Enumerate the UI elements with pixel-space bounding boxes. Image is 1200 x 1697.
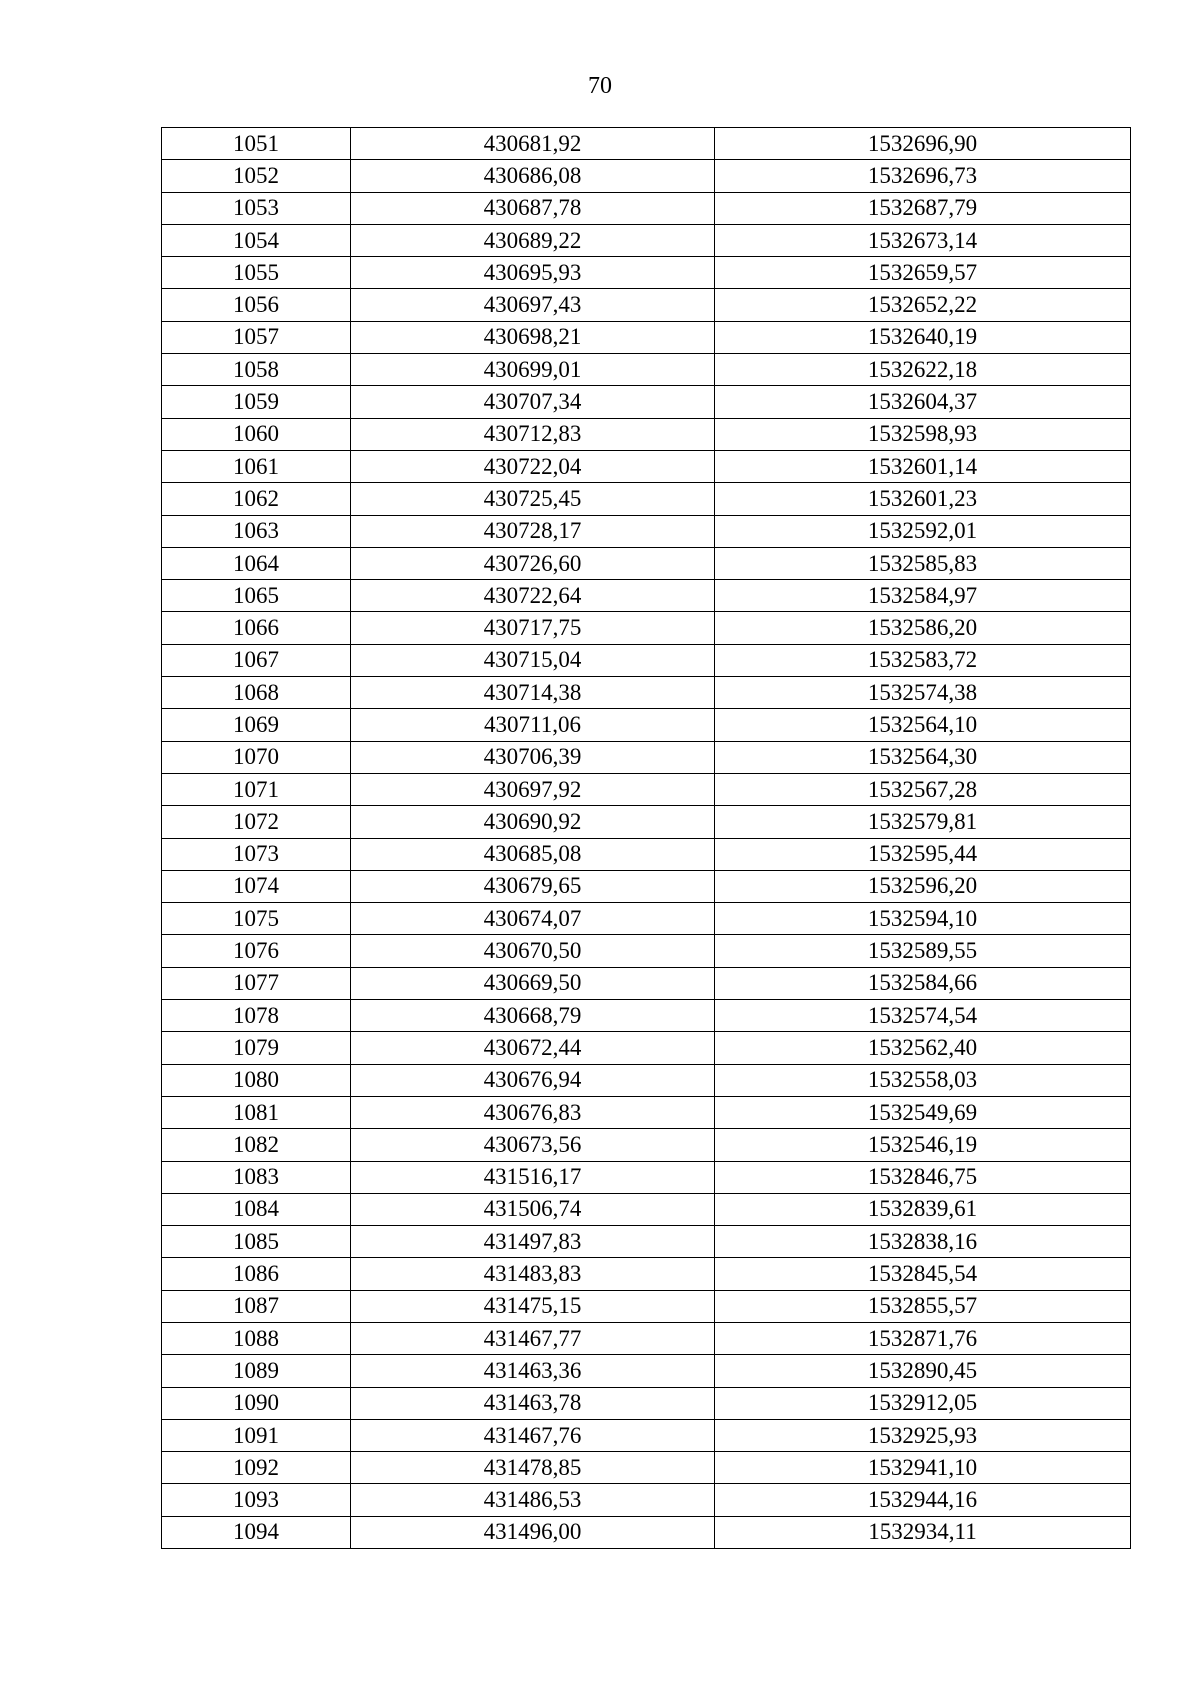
x-coordinate-cell: 431478,85 <box>351 1452 715 1484</box>
point-number-cell: 1069 <box>162 709 351 741</box>
point-number-cell: 1058 <box>162 354 351 386</box>
x-coordinate-cell: 430707,34 <box>351 386 715 418</box>
table-row <box>162 1355 1131 1387</box>
point-number-cell: 1089 <box>162 1355 351 1387</box>
y-coordinate-cell: 1532594,10 <box>715 903 1131 935</box>
x-coordinate-cell: 430725,45 <box>351 483 715 515</box>
point-number-cell: 1085 <box>162 1226 351 1258</box>
x-coordinate-cell: 430697,92 <box>351 773 715 805</box>
point-number-cell: 1071 <box>162 773 351 805</box>
y-coordinate-cell: 1532579,81 <box>715 806 1131 838</box>
point-number-cell: 1074 <box>162 870 351 902</box>
x-coordinate-cell: 430695,93 <box>351 257 715 289</box>
point-number-cell: 1051 <box>162 128 351 160</box>
table-row <box>162 741 1131 773</box>
table-row <box>162 967 1131 999</box>
x-coordinate-cell: 430673,56 <box>351 1129 715 1161</box>
x-coordinate-cell: 430686,08 <box>351 160 715 192</box>
table-row <box>162 450 1131 482</box>
table-row <box>162 903 1131 935</box>
point-number-cell: 1076 <box>162 935 351 967</box>
x-coordinate-cell: 430715,04 <box>351 644 715 676</box>
table-row <box>162 773 1131 805</box>
x-coordinate-cell: 430676,94 <box>351 1064 715 1096</box>
y-coordinate-cell: 1532687,79 <box>715 192 1131 224</box>
table-row <box>162 1064 1131 1096</box>
x-coordinate-cell: 431467,77 <box>351 1322 715 1354</box>
point-number-cell: 1091 <box>162 1419 351 1451</box>
point-number-cell: 1062 <box>162 483 351 515</box>
y-coordinate-cell: 1532586,20 <box>715 612 1131 644</box>
point-number-cell: 1063 <box>162 515 351 547</box>
y-coordinate-cell: 1532839,61 <box>715 1193 1131 1225</box>
x-coordinate-cell: 431463,78 <box>351 1387 715 1419</box>
table-row <box>162 1161 1131 1193</box>
table-row <box>162 192 1131 224</box>
point-number-cell: 1054 <box>162 224 351 256</box>
table-row <box>162 289 1131 321</box>
coordinates-table-body <box>162 128 1131 1549</box>
table-row <box>162 677 1131 709</box>
y-coordinate-cell: 1532567,28 <box>715 773 1131 805</box>
table-row <box>162 224 1131 256</box>
table-row <box>162 1193 1131 1225</box>
y-coordinate-cell: 1532598,93 <box>715 418 1131 450</box>
y-coordinate-cell: 1532944,16 <box>715 1484 1131 1516</box>
y-coordinate-cell: 1532890,45 <box>715 1355 1131 1387</box>
y-coordinate-cell: 1532601,23 <box>715 483 1131 515</box>
x-coordinate-cell: 430728,17 <box>351 515 715 547</box>
y-coordinate-cell: 1532595,44 <box>715 838 1131 870</box>
point-number-cell: 1094 <box>162 1516 351 1548</box>
y-coordinate-cell: 1532934,11 <box>715 1516 1131 1548</box>
x-coordinate-cell: 431467,76 <box>351 1419 715 1451</box>
y-coordinate-cell: 1532640,19 <box>715 321 1131 353</box>
x-coordinate-cell: 430689,22 <box>351 224 715 256</box>
table-row <box>162 547 1131 579</box>
point-number-cell: 1083 <box>162 1161 351 1193</box>
point-number-cell: 1092 <box>162 1452 351 1484</box>
table-row <box>162 418 1131 450</box>
point-number-cell: 1088 <box>162 1322 351 1354</box>
x-coordinate-cell: 430711,06 <box>351 709 715 741</box>
point-number-cell: 1068 <box>162 677 351 709</box>
point-number-cell: 1070 <box>162 741 351 773</box>
y-coordinate-cell: 1532558,03 <box>715 1064 1131 1096</box>
y-coordinate-cell: 1532622,18 <box>715 354 1131 386</box>
point-number-cell: 1055 <box>162 257 351 289</box>
x-coordinate-cell: 430672,44 <box>351 1032 715 1064</box>
point-number-cell: 1073 <box>162 838 351 870</box>
point-number-cell: 1057 <box>162 321 351 353</box>
y-coordinate-cell: 1532659,57 <box>715 257 1131 289</box>
table-row <box>162 644 1131 676</box>
table-row <box>162 870 1131 902</box>
x-coordinate-cell: 431475,15 <box>351 1290 715 1322</box>
x-coordinate-cell: 430679,65 <box>351 870 715 902</box>
table-row <box>162 935 1131 967</box>
y-coordinate-cell: 1532855,57 <box>715 1290 1131 1322</box>
table-row <box>162 1452 1131 1484</box>
table-row <box>162 483 1131 515</box>
y-coordinate-cell: 1532584,97 <box>715 580 1131 612</box>
x-coordinate-cell: 430690,92 <box>351 806 715 838</box>
table-row <box>162 1484 1131 1516</box>
x-coordinate-cell: 430681,92 <box>351 128 715 160</box>
y-coordinate-cell: 1532589,55 <box>715 935 1131 967</box>
y-coordinate-cell: 1532583,72 <box>715 644 1131 676</box>
y-coordinate-cell: 1532585,83 <box>715 547 1131 579</box>
x-coordinate-cell: 431516,17 <box>351 1161 715 1193</box>
table-row <box>162 1322 1131 1354</box>
point-number-cell: 1060 <box>162 418 351 450</box>
table-row <box>162 128 1131 160</box>
y-coordinate-cell: 1532596,20 <box>715 870 1131 902</box>
y-coordinate-cell: 1532941,10 <box>715 1452 1131 1484</box>
x-coordinate-cell: 430668,79 <box>351 1000 715 1032</box>
x-coordinate-cell: 431496,00 <box>351 1516 715 1548</box>
table-row <box>162 1096 1131 1128</box>
y-coordinate-cell: 1532925,93 <box>715 1419 1131 1451</box>
y-coordinate-cell: 1532574,38 <box>715 677 1131 709</box>
table-row <box>162 1129 1131 1161</box>
y-coordinate-cell: 1532546,19 <box>715 1129 1131 1161</box>
y-coordinate-cell: 1532549,69 <box>715 1096 1131 1128</box>
x-coordinate-cell: 430699,01 <box>351 354 715 386</box>
y-coordinate-cell: 1532696,90 <box>715 128 1131 160</box>
x-coordinate-cell: 430706,39 <box>351 741 715 773</box>
table-row <box>162 1258 1131 1290</box>
x-coordinate-cell: 430676,83 <box>351 1096 715 1128</box>
point-number-cell: 1067 <box>162 644 351 676</box>
y-coordinate-cell: 1532652,22 <box>715 289 1131 321</box>
table-row <box>162 1516 1131 1548</box>
y-coordinate-cell: 1532564,30 <box>715 741 1131 773</box>
table-row <box>162 612 1131 644</box>
x-coordinate-cell: 430674,07 <box>351 903 715 935</box>
table-row <box>162 838 1131 870</box>
point-number-cell: 1052 <box>162 160 351 192</box>
y-coordinate-cell: 1532562,40 <box>715 1032 1131 1064</box>
x-coordinate-cell: 431497,83 <box>351 1226 715 1258</box>
x-coordinate-cell: 430685,08 <box>351 838 715 870</box>
point-number-cell: 1082 <box>162 1129 351 1161</box>
table-row <box>162 321 1131 353</box>
x-coordinate-cell: 431506,74 <box>351 1193 715 1225</box>
x-coordinate-cell: 431463,36 <box>351 1355 715 1387</box>
coordinates-table <box>161 127 1131 1549</box>
point-number-cell: 1061 <box>162 450 351 482</box>
table-row <box>162 515 1131 547</box>
table-row <box>162 386 1131 418</box>
y-coordinate-cell: 1532604,37 <box>715 386 1131 418</box>
point-number-cell: 1064 <box>162 547 351 579</box>
table-row <box>162 1000 1131 1032</box>
y-coordinate-cell: 1532871,76 <box>715 1322 1131 1354</box>
point-number-cell: 1086 <box>162 1258 351 1290</box>
y-coordinate-cell: 1532846,75 <box>715 1161 1131 1193</box>
x-coordinate-cell: 430687,78 <box>351 192 715 224</box>
x-coordinate-cell: 430722,04 <box>351 450 715 482</box>
point-number-cell: 1056 <box>162 289 351 321</box>
x-coordinate-cell: 430670,50 <box>351 935 715 967</box>
y-coordinate-cell: 1532592,01 <box>715 515 1131 547</box>
point-number-cell: 1093 <box>162 1484 351 1516</box>
point-number-cell: 1072 <box>162 806 351 838</box>
table-row <box>162 1290 1131 1322</box>
y-coordinate-cell: 1532845,54 <box>715 1258 1131 1290</box>
table-row <box>162 257 1131 289</box>
x-coordinate-cell: 430697,43 <box>351 289 715 321</box>
x-coordinate-cell: 430712,83 <box>351 418 715 450</box>
page-number: 70 <box>588 73 612 99</box>
x-coordinate-cell: 430726,60 <box>351 547 715 579</box>
table-row <box>162 709 1131 741</box>
x-coordinate-cell: 430722,64 <box>351 580 715 612</box>
point-number-cell: 1065 <box>162 580 351 612</box>
point-number-cell: 1081 <box>162 1096 351 1128</box>
table-row <box>162 160 1131 192</box>
x-coordinate-cell: 431486,53 <box>351 1484 715 1516</box>
y-coordinate-cell: 1532838,16 <box>715 1226 1131 1258</box>
point-number-cell: 1059 <box>162 386 351 418</box>
x-coordinate-cell: 430714,38 <box>351 677 715 709</box>
point-number-cell: 1079 <box>162 1032 351 1064</box>
point-number-cell: 1053 <box>162 192 351 224</box>
x-coordinate-cell: 430698,21 <box>351 321 715 353</box>
y-coordinate-cell: 1532912,05 <box>715 1387 1131 1419</box>
point-number-cell: 1078 <box>162 1000 351 1032</box>
table-row <box>162 806 1131 838</box>
y-coordinate-cell: 1532696,73 <box>715 160 1131 192</box>
x-coordinate-cell: 430669,50 <box>351 967 715 999</box>
point-number-cell: 1066 <box>162 612 351 644</box>
x-coordinate-cell: 431483,83 <box>351 1258 715 1290</box>
y-coordinate-cell: 1532601,14 <box>715 450 1131 482</box>
table-row <box>162 1032 1131 1064</box>
point-number-cell: 1077 <box>162 967 351 999</box>
point-number-cell: 1090 <box>162 1387 351 1419</box>
y-coordinate-cell: 1532673,14 <box>715 224 1131 256</box>
table-row <box>162 580 1131 612</box>
y-coordinate-cell: 1532574,54 <box>715 1000 1131 1032</box>
point-number-cell: 1075 <box>162 903 351 935</box>
table-row <box>162 1226 1131 1258</box>
table-row <box>162 354 1131 386</box>
y-coordinate-cell: 1532584,66 <box>715 967 1131 999</box>
table-row <box>162 1419 1131 1451</box>
x-coordinate-cell: 430717,75 <box>351 612 715 644</box>
point-number-cell: 1084 <box>162 1193 351 1225</box>
point-number-cell: 1087 <box>162 1290 351 1322</box>
table-row <box>162 1387 1131 1419</box>
point-number-cell: 1080 <box>162 1064 351 1096</box>
y-coordinate-cell: 1532564,10 <box>715 709 1131 741</box>
